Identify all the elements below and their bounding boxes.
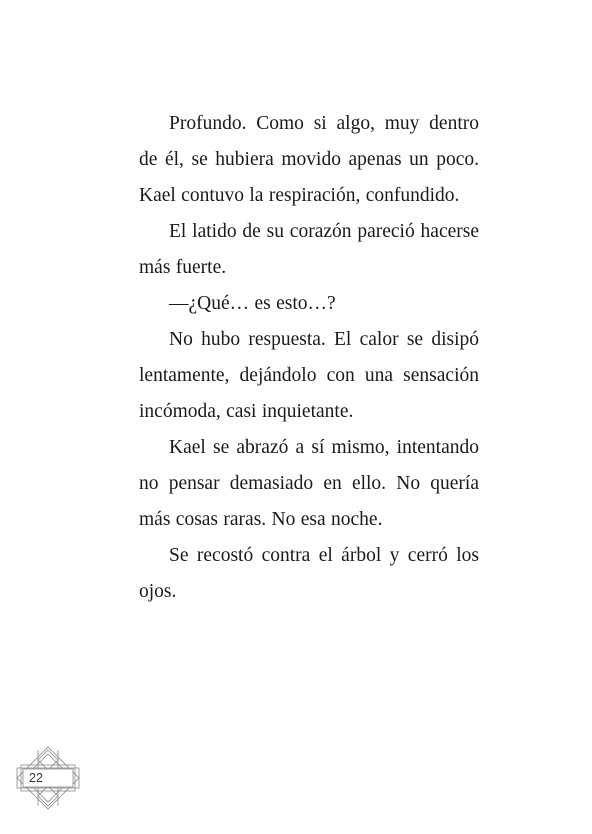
paragraph: No hubo respuesta. El calor se disipó lentamente, dejándolo con una sensación incómoda, casi inquietante. — [139, 329, 479, 422]
paragraph: —¿Qué… es esto…? — [169, 293, 336, 314]
paragraph: Profundo. Como si algo, muy dentro de él, se hubiera movido apenas un poco. Kael contuvo la respiración, confundido. — [139, 113, 479, 206]
paragraph: Se recostó contra el árbol y cerró los ojos. — [139, 545, 479, 602]
paragraph: Kael se abrazó a sí mismo, intentando no pensar demasiado en ello. No quería más cosas raras. No esa noche. — [139, 437, 479, 530]
paragraph: El latido de su corazón pareció hacerse más fuerte. — [139, 221, 479, 278]
page-number: 22 — [29, 771, 43, 785]
body-text — [139, 106, 479, 610]
